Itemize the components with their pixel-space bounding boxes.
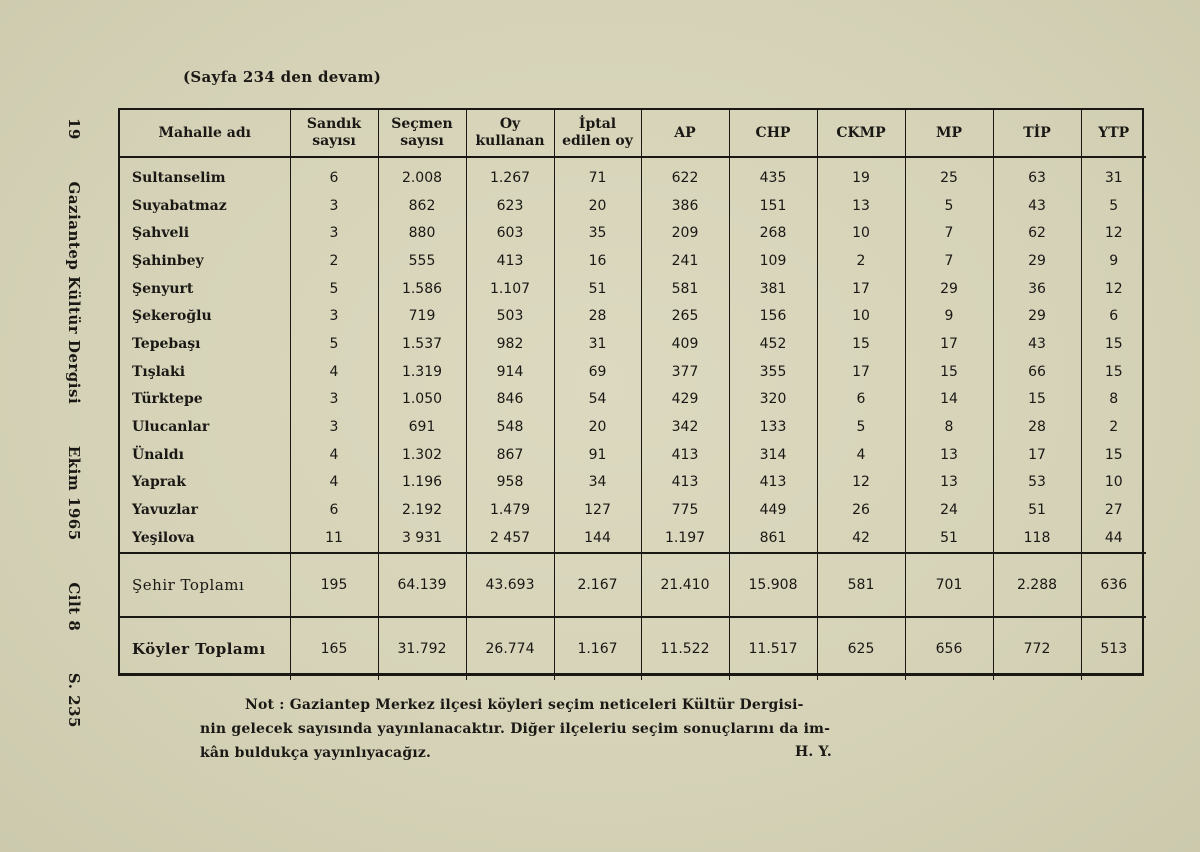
table-cell: 10 bbox=[817, 219, 905, 247]
table-cell: 581 bbox=[641, 275, 729, 303]
table-cell: 6 bbox=[1081, 302, 1146, 330]
table-cell: 409 bbox=[641, 330, 729, 358]
column-header-line-1: CHP bbox=[755, 124, 791, 141]
table-body bbox=[120, 157, 1146, 553]
table-cell: 20 bbox=[554, 192, 641, 220]
table-cell: 15 bbox=[905, 358, 993, 386]
table-cell: 127 bbox=[554, 496, 641, 524]
table-cell: 775 bbox=[641, 496, 729, 524]
table-cell: 435 bbox=[729, 157, 817, 192]
table-totals bbox=[120, 553, 1146, 680]
table-cell: 53 bbox=[993, 469, 1081, 497]
table-row bbox=[120, 157, 1146, 192]
table-row bbox=[120, 386, 1146, 414]
table-cell: 11.517 bbox=[729, 617, 817, 680]
neighborhood-name: Yaprak bbox=[132, 474, 186, 491]
spine-header bbox=[62, 118, 86, 728]
table-cell: 13 bbox=[905, 469, 993, 497]
table-cell: 144 bbox=[554, 524, 641, 553]
table-cell: 12 bbox=[1081, 219, 1146, 247]
table-cell: 195 bbox=[290, 553, 378, 617]
footnote-signature: H. Y. bbox=[794, 744, 832, 760]
table-cell: 20 bbox=[554, 413, 641, 441]
table-cell: 29 bbox=[993, 247, 1081, 275]
footnote-line-3: kân buldukça yayınlıyacağız. bbox=[200, 745, 432, 761]
table-cell: 13 bbox=[817, 192, 905, 220]
table-cell: 4 bbox=[817, 441, 905, 469]
table-cell: 26 bbox=[817, 496, 905, 524]
table-cell: 7 bbox=[905, 247, 993, 275]
table-cell: 15.908 bbox=[729, 553, 817, 617]
table-cell: 10 bbox=[817, 302, 905, 330]
table-cell: 513 bbox=[1081, 617, 1146, 680]
table-cell: 165 bbox=[290, 617, 378, 680]
table-cell: 355 bbox=[729, 358, 817, 386]
table-row bbox=[120, 275, 1146, 303]
table-cell: 5 bbox=[1081, 192, 1146, 220]
column-header bbox=[378, 110, 466, 157]
table-cell: 381 bbox=[729, 275, 817, 303]
table-cell: 51 bbox=[554, 275, 641, 303]
table-row bbox=[120, 192, 1146, 220]
table-cell: 5 bbox=[290, 275, 378, 303]
footnote-line-1: Not : Gaziantep Merkez ilçesi köyleri seçim neticeleri Kültür Dergisi- bbox=[245, 697, 804, 713]
column-header bbox=[466, 110, 554, 157]
table-cell: 2 bbox=[290, 247, 378, 275]
table-cell: 156 bbox=[729, 302, 817, 330]
table-row bbox=[120, 302, 1146, 330]
table-cell: 623 bbox=[466, 192, 554, 220]
column-header-line-1: Sandık bbox=[306, 116, 362, 132]
table-cell: 4 bbox=[290, 469, 378, 497]
table-cell: 625 bbox=[817, 617, 905, 680]
table-cell: 15 bbox=[1081, 358, 1146, 386]
table-row bbox=[120, 524, 1146, 553]
column-header bbox=[554, 110, 641, 157]
table-cell: 28 bbox=[554, 302, 641, 330]
neighborhood-name: Ulucanlar bbox=[132, 419, 210, 436]
table-cell: 35 bbox=[554, 219, 641, 247]
table-cell: 9 bbox=[905, 302, 993, 330]
column-header bbox=[817, 110, 905, 157]
table-cell: 17 bbox=[905, 330, 993, 358]
table-cell: 603 bbox=[466, 219, 554, 247]
column-header bbox=[729, 110, 817, 157]
table-cell: 772 bbox=[993, 617, 1081, 680]
neighborhood-name: Şahveli bbox=[132, 225, 190, 242]
table-cell: 1.267 bbox=[466, 157, 554, 192]
table-cell: 42 bbox=[817, 524, 905, 553]
table-cell: 5 bbox=[817, 413, 905, 441]
column-header-line-1: CKMP bbox=[836, 124, 886, 141]
table-cell: 413 bbox=[729, 469, 817, 497]
table-cell: 17 bbox=[817, 358, 905, 386]
table-cell: 4 bbox=[290, 358, 378, 386]
table-cell: 43.693 bbox=[466, 553, 554, 617]
table-cell: 62 bbox=[993, 219, 1081, 247]
table-cell: 1.196 bbox=[378, 469, 466, 497]
table-cell: 10 bbox=[1081, 469, 1146, 497]
table-cell: 719 bbox=[378, 302, 466, 330]
table-cell: 71 bbox=[554, 157, 641, 192]
table-cell: 1.107 bbox=[466, 275, 554, 303]
table-cell: 12 bbox=[817, 469, 905, 497]
table-cell: 63 bbox=[993, 157, 1081, 192]
column-header-line-1: İptal bbox=[578, 116, 617, 132]
neighborhood-name: Tışlaki bbox=[132, 363, 186, 380]
neighborhood-name: Şenyurt bbox=[132, 280, 194, 297]
table-cell: 11.522 bbox=[641, 617, 729, 680]
table-cell: 3 bbox=[290, 219, 378, 247]
table-row bbox=[120, 496, 1146, 524]
table-cell: 109 bbox=[729, 247, 817, 275]
table-cell: 5 bbox=[290, 330, 378, 358]
table-cell: 656 bbox=[905, 617, 993, 680]
table-cell: 19 bbox=[817, 157, 905, 192]
table-cell: 581 bbox=[817, 553, 905, 617]
table-cell: 12 bbox=[1081, 275, 1146, 303]
table-cell: 8 bbox=[905, 413, 993, 441]
table-cell: 31 bbox=[1081, 157, 1146, 192]
table-cell: 846 bbox=[466, 386, 554, 414]
column-header-line-2: kullanan bbox=[475, 133, 545, 149]
table-cell: 6 bbox=[817, 386, 905, 414]
table-cell: 43 bbox=[993, 192, 1081, 220]
totals-row bbox=[120, 617, 1146, 680]
table-cell: 54 bbox=[554, 386, 641, 414]
table-cell: 342 bbox=[641, 413, 729, 441]
table-cell: 622 bbox=[641, 157, 729, 192]
table-cell: 6 bbox=[290, 157, 378, 192]
table-cell: 3 931 bbox=[378, 524, 466, 553]
table-cell: 268 bbox=[729, 219, 817, 247]
table-cell: 314 bbox=[729, 441, 817, 469]
table-cell: 51 bbox=[993, 496, 1081, 524]
table-cell: 7 bbox=[905, 219, 993, 247]
table-cell: 9 bbox=[1081, 247, 1146, 275]
table-cell: 133 bbox=[729, 413, 817, 441]
column-header bbox=[641, 110, 729, 157]
table-cell: 1.197 bbox=[641, 524, 729, 553]
table-header-row bbox=[120, 110, 1146, 157]
table-cell: 3 bbox=[290, 413, 378, 441]
table-cell: 2 457 bbox=[466, 524, 554, 553]
table-cell: 1.050 bbox=[378, 386, 466, 414]
table-cell: 17 bbox=[817, 275, 905, 303]
table-cell: 862 bbox=[378, 192, 466, 220]
table-cell: 151 bbox=[729, 192, 817, 220]
table-cell: 209 bbox=[641, 219, 729, 247]
table-cell: 118 bbox=[993, 524, 1081, 553]
table-cell: 29 bbox=[993, 302, 1081, 330]
table-cell: 429 bbox=[641, 386, 729, 414]
table-cell: 548 bbox=[466, 413, 554, 441]
table-row bbox=[120, 247, 1146, 275]
neighborhood-name: Yavuzlar bbox=[132, 502, 199, 519]
spine-journal: Gaziantep Kültür Dergisi bbox=[65, 181, 83, 405]
table-row bbox=[120, 441, 1146, 469]
table-cell: 1.319 bbox=[378, 358, 466, 386]
table-cell: 861 bbox=[729, 524, 817, 553]
spine-page-number: 19 bbox=[65, 118, 83, 140]
table-cell: 1.537 bbox=[378, 330, 466, 358]
table-cell: 377 bbox=[641, 358, 729, 386]
table-cell: 1.479 bbox=[466, 496, 554, 524]
column-header-line-1: Oy bbox=[499, 116, 521, 132]
table-row bbox=[120, 358, 1146, 386]
table-cell: 701 bbox=[905, 553, 993, 617]
table-cell: 1.302 bbox=[378, 441, 466, 469]
table-cell: 449 bbox=[729, 496, 817, 524]
election-results-table bbox=[118, 108, 1144, 676]
table-row bbox=[120, 413, 1146, 441]
table-cell: 3 bbox=[290, 386, 378, 414]
table-cell: 24 bbox=[905, 496, 993, 524]
table-row bbox=[120, 219, 1146, 247]
table-cell: 28 bbox=[993, 413, 1081, 441]
table-cell: 958 bbox=[466, 469, 554, 497]
table-cell: 2.192 bbox=[378, 496, 466, 524]
table-cell: 1.586 bbox=[378, 275, 466, 303]
table-cell: 1.167 bbox=[554, 617, 641, 680]
footnote bbox=[200, 693, 860, 765]
table-cell: 29 bbox=[905, 275, 993, 303]
column-header-line-1: Mahalle adı bbox=[158, 124, 251, 141]
table-cell: 31 bbox=[554, 330, 641, 358]
neighborhood-name: Türktepe bbox=[132, 391, 203, 408]
table-cell: 867 bbox=[466, 441, 554, 469]
table-cell: 5 bbox=[905, 192, 993, 220]
results-table bbox=[120, 110, 1146, 680]
table-cell: 452 bbox=[729, 330, 817, 358]
spine-page: S. 235 bbox=[65, 672, 83, 728]
table-cell: 91 bbox=[554, 441, 641, 469]
table-cell: 15 bbox=[993, 386, 1081, 414]
table-cell: 2.288 bbox=[993, 553, 1081, 617]
table-cell: 413 bbox=[641, 441, 729, 469]
totals-label: Köyler Toplamı bbox=[120, 617, 290, 680]
column-header-line-1: YTP bbox=[1098, 124, 1130, 141]
neighborhood-name: Ünaldı bbox=[132, 446, 184, 463]
column-header bbox=[120, 110, 290, 157]
column-header bbox=[905, 110, 993, 157]
column-header-line-2: edilen oy bbox=[562, 133, 633, 149]
column-header-line-1: Seçmen bbox=[391, 116, 453, 132]
table-cell: 31.792 bbox=[378, 617, 466, 680]
table-cell: 2.008 bbox=[378, 157, 466, 192]
column-header bbox=[290, 110, 378, 157]
table-cell: 2 bbox=[817, 247, 905, 275]
table-cell: 44 bbox=[1081, 524, 1146, 553]
table-cell: 26.774 bbox=[466, 617, 554, 680]
table-cell: 8 bbox=[1081, 386, 1146, 414]
neighborhood-name: Şekeroğlu bbox=[132, 308, 212, 325]
spine-issue: Ekim 1965 bbox=[65, 445, 83, 541]
table-cell: 914 bbox=[466, 358, 554, 386]
table-cell: 6 bbox=[290, 496, 378, 524]
table-cell: 265 bbox=[641, 302, 729, 330]
table-row bbox=[120, 330, 1146, 358]
neighborhood-name: Yeşilova bbox=[132, 529, 195, 546]
table-cell: 241 bbox=[641, 247, 729, 275]
table-cell: 320 bbox=[729, 386, 817, 414]
neighborhood-name: Tepebaşı bbox=[132, 335, 201, 352]
column-header-line-2: sayısı bbox=[400, 133, 444, 149]
table-cell: 555 bbox=[378, 247, 466, 275]
table-cell: 27 bbox=[1081, 496, 1146, 524]
spine-volume: Cilt 8 bbox=[65, 582, 83, 632]
table-cell: 413 bbox=[641, 469, 729, 497]
table-cell: 16 bbox=[554, 247, 641, 275]
table-cell: 34 bbox=[554, 469, 641, 497]
footnote-last-line bbox=[200, 741, 860, 765]
table-cell: 21.410 bbox=[641, 553, 729, 617]
table-cell: 66 bbox=[993, 358, 1081, 386]
table-cell: 982 bbox=[466, 330, 554, 358]
table-cell: 636 bbox=[1081, 553, 1146, 617]
neighborhood-name: Şahinbey bbox=[132, 252, 204, 269]
table-cell: 880 bbox=[378, 219, 466, 247]
column-header-line-1: MP bbox=[935, 124, 963, 141]
table-cell: 503 bbox=[466, 302, 554, 330]
table-cell: 11 bbox=[290, 524, 378, 553]
table-cell: 69 bbox=[554, 358, 641, 386]
spine-text bbox=[62, 118, 86, 728]
table-cell: 3 bbox=[290, 192, 378, 220]
table-cell: 15 bbox=[1081, 441, 1146, 469]
table-cell: 15 bbox=[817, 330, 905, 358]
column-header-line-1: TİP bbox=[1023, 124, 1051, 141]
totals-row bbox=[120, 553, 1146, 617]
table-cell: 43 bbox=[993, 330, 1081, 358]
table-cell: 2 bbox=[1081, 413, 1146, 441]
footnote-line-2: nin gelecek sayısında yayınlanacaktır. Diğer ilçeleriu seçim sonuçlarını da im- bbox=[200, 721, 831, 737]
table-cell: 14 bbox=[905, 386, 993, 414]
continued-from-note: (Sayfa 234 den devam) bbox=[183, 68, 382, 86]
column-header-line-1: AP bbox=[674, 124, 696, 141]
table-cell: 2.167 bbox=[554, 553, 641, 617]
table-cell: 15 bbox=[1081, 330, 1146, 358]
table-cell: 25 bbox=[905, 157, 993, 192]
table-cell: 3 bbox=[290, 302, 378, 330]
column-header bbox=[993, 110, 1081, 157]
neighborhood-name: Suyabatmaz bbox=[132, 197, 227, 214]
table-cell: 13 bbox=[905, 441, 993, 469]
table-cell: 36 bbox=[993, 275, 1081, 303]
table-row bbox=[120, 469, 1146, 497]
column-header bbox=[1081, 110, 1146, 157]
neighborhood-name: Sultanselim bbox=[132, 169, 226, 186]
table-cell: 64.139 bbox=[378, 553, 466, 617]
table-cell: 386 bbox=[641, 192, 729, 220]
table-cell: 413 bbox=[466, 247, 554, 275]
column-header-line-2: sayısı bbox=[312, 133, 356, 149]
table-cell: 691 bbox=[378, 413, 466, 441]
table-cell: 4 bbox=[290, 441, 378, 469]
table-cell: 17 bbox=[993, 441, 1081, 469]
totals-label: Şehir Toplamı bbox=[120, 553, 290, 617]
table-cell: 51 bbox=[905, 524, 993, 553]
